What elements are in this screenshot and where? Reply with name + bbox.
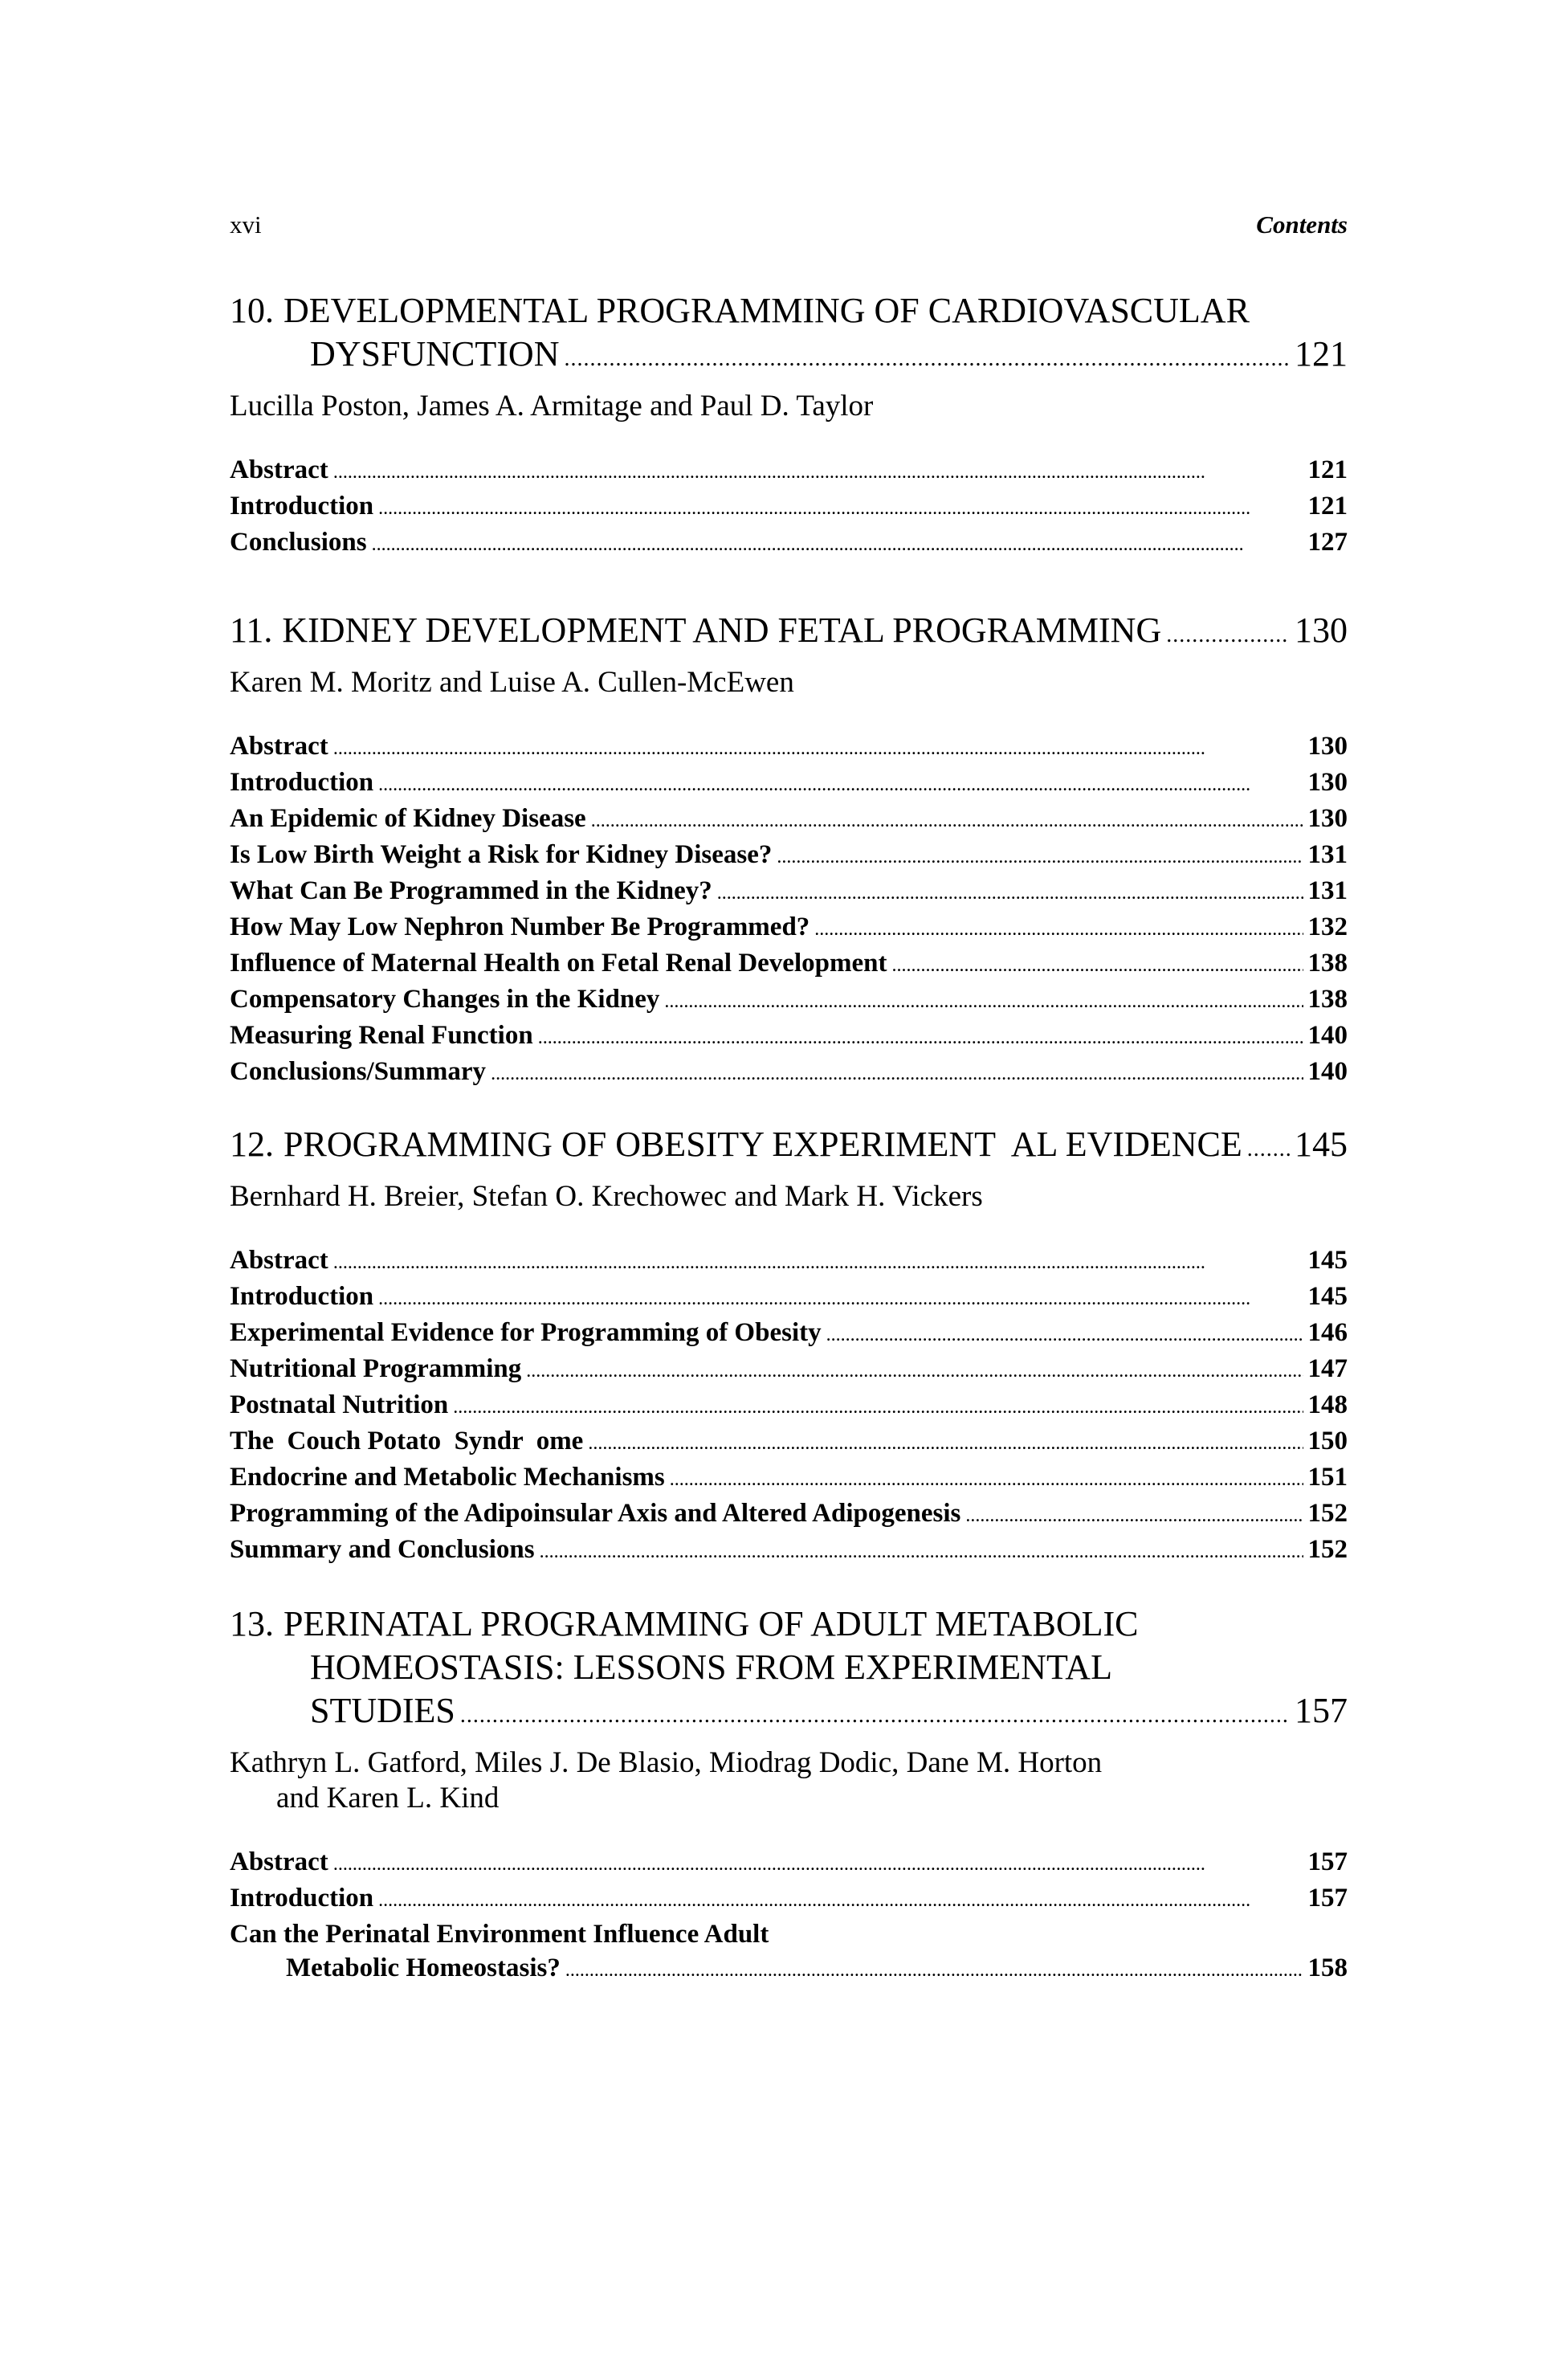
- leader-dots: [565, 1953, 1303, 1987]
- section-entry: [230, 1243, 1348, 1280]
- section-entry: [230, 1055, 1348, 1091]
- section-entry: [230, 802, 1348, 838]
- section-page: 152: [1307, 1535, 1348, 1564]
- section-page: 130: [1307, 732, 1348, 761]
- section-page: 152: [1307, 1499, 1348, 1528]
- leader-dots: [670, 1463, 1303, 1496]
- chapter-number: 10.: [230, 291, 274, 330]
- section-entry: [230, 1496, 1348, 1533]
- chapter-title-line: [230, 1646, 1348, 1689]
- section-entry: [230, 729, 1348, 765]
- section-title: Can the Perinatal Environment Influence Adult: [230, 1920, 769, 1949]
- chapter-title: PROGRAMMING OF OBESITY EXPERIMENT AL EVIDENCE: [283, 1125, 1242, 1164]
- section-page: 140: [1307, 1021, 1348, 1050]
- chapter-title: STUDIES: [310, 1691, 455, 1730]
- chapter-title-line: [230, 289, 1348, 333]
- section-entry: [230, 874, 1348, 910]
- chapter-title-line: [230, 609, 1348, 657]
- chapter-11: [230, 609, 1348, 1091]
- chapter-authors: [230, 1179, 1348, 1214]
- section-page: 140: [1307, 1057, 1348, 1086]
- section-title: Measuring Renal Function: [230, 1021, 533, 1050]
- chapter-12: [230, 1123, 1348, 1569]
- leader-dots: [372, 528, 1303, 561]
- chapter-title: HOMEOSTASIS: LESSONS FROM EXPERIMENTAL: [310, 1647, 1112, 1687]
- section-page: 151: [1307, 1463, 1348, 1492]
- section-page: 131: [1307, 840, 1348, 869]
- leader-dots: [564, 337, 1290, 381]
- section-title: Experimental Evidence for Programming of Obesity: [230, 1318, 822, 1347]
- chapter-title: KIDNEY DEVELOPMENT AND FETAL PROGRAMMING: [282, 610, 1162, 650]
- section-entry: [230, 838, 1348, 874]
- section-title: How May Low Nephron Number Be Programmed?: [230, 912, 810, 941]
- section-entry: [230, 1881, 1348, 1917]
- leader-dots: [333, 1847, 1303, 1881]
- section-page: 138: [1307, 949, 1348, 978]
- section-page: 127: [1307, 528, 1348, 557]
- chapter-title-line: [230, 333, 1348, 381]
- leader-dots: [965, 1499, 1303, 1533]
- leader-dots: [460, 1694, 1290, 1737]
- section-entry: [230, 1388, 1348, 1424]
- chapter-title-line: [230, 1123, 1348, 1171]
- section-page: 138: [1307, 985, 1348, 1014]
- leader-dots: [333, 732, 1303, 765]
- leader-dots: [491, 1057, 1303, 1091]
- section-entry: [230, 1951, 1348, 1987]
- leader-dots: [526, 1354, 1303, 1388]
- chapter-title-line: [230, 1689, 1348, 1737]
- section-entry: [230, 1019, 1348, 1055]
- section-title: Endocrine and Metabolic Mechanisms: [230, 1463, 665, 1492]
- author-line: Karen M. Moritz and Luise A. Cullen-McEwen: [230, 666, 794, 699]
- leader-dots: [1166, 614, 1290, 657]
- section-list: [230, 729, 1348, 1091]
- leader-dots: [333, 1246, 1303, 1280]
- section-page: 130: [1307, 804, 1348, 833]
- section-page: 147: [1307, 1354, 1348, 1383]
- author-line: and Karen L. Kind: [276, 1782, 500, 1815]
- page-number: xvi: [230, 210, 262, 239]
- chapter-authors: [230, 665, 1348, 700]
- section-page: 121: [1307, 455, 1348, 484]
- section-page: 157: [1307, 1884, 1348, 1913]
- chapter-title: DYSFUNCTION: [310, 334, 560, 374]
- section-title: Programming of the Adipoinsular Axis and Altered Adipogenesis: [230, 1499, 961, 1528]
- section-title: Abstract: [230, 732, 328, 761]
- chapter-13: [230, 1602, 1348, 1987]
- author-line: Kathryn L. Gatford, Miles J. De Blasio, Miodrag Dodic, Dane M. Horton: [230, 1746, 1103, 1779]
- leader-dots: [591, 804, 1303, 838]
- section-entry: [230, 1352, 1348, 1388]
- chapter-title: PERINATAL PROGRAMMING OF ADULT METABOLIC: [283, 1604, 1139, 1643]
- section-entry: [230, 1845, 1348, 1881]
- leader-dots: [333, 455, 1303, 489]
- section-title: Nutritional Programming: [230, 1354, 522, 1383]
- section-title: Postnatal Nutrition: [230, 1390, 449, 1419]
- section-list: [230, 1243, 1348, 1569]
- section-title: Metabolic Homeostasis?: [286, 1953, 561, 1982]
- section-entry: [230, 1460, 1348, 1496]
- leader-dots: [826, 1318, 1303, 1352]
- section-entry: [230, 525, 1348, 561]
- section-entry: [230, 1424, 1348, 1460]
- chapter-title-line: [230, 1602, 1348, 1646]
- running-title: Contents: [1256, 210, 1348, 239]
- chapter-page: 145: [1295, 1125, 1348, 1164]
- leader-dots: [378, 492, 1303, 525]
- leader-dots: [588, 1427, 1303, 1460]
- chapter-page: 121: [1295, 334, 1348, 374]
- section-title: Introduction: [230, 1282, 374, 1311]
- leader-dots: [717, 876, 1303, 910]
- section-title: Influence of Maternal Health on Fetal Renal Development: [230, 949, 887, 978]
- section-page: 146: [1307, 1318, 1348, 1347]
- section-page: 158: [1307, 1953, 1348, 1982]
- section-title: An Epidemic of Kidney Disease: [230, 804, 586, 833]
- section-entry: [230, 453, 1348, 489]
- section-entry: [230, 1917, 1348, 1951]
- section-title: Compensatory Changes in the Kidney: [230, 985, 660, 1014]
- section-title: Abstract: [230, 1847, 328, 1876]
- section-page: 131: [1307, 876, 1348, 905]
- section-page: 130: [1307, 768, 1348, 797]
- section-list: [230, 453, 1348, 561]
- section-page: 157: [1307, 1847, 1348, 1876]
- section-page: 148: [1307, 1390, 1348, 1419]
- section-page: 132: [1307, 912, 1348, 941]
- chapter-10: [230, 289, 1348, 561]
- section-title: Introduction: [230, 768, 374, 797]
- section-title: The Couch Potato Syndr ome: [230, 1427, 584, 1455]
- section-entry: [230, 489, 1348, 525]
- leader-dots: [538, 1021, 1303, 1055]
- leader-dots: [453, 1390, 1303, 1424]
- section-page: 121: [1307, 492, 1348, 520]
- leader-dots: [378, 1282, 1303, 1316]
- section-title: Is Low Birth Weight a Risk for Kidney Disease?: [230, 840, 773, 869]
- leader-dots: [891, 949, 1303, 982]
- chapter-number: 12.: [230, 1125, 274, 1164]
- chapter-authors: [230, 389, 1348, 424]
- section-title: Introduction: [230, 492, 374, 520]
- section-entry: [230, 946, 1348, 982]
- section-title: Conclusions/Summary: [230, 1057, 487, 1086]
- section-entry: [230, 1280, 1348, 1316]
- section-title: Abstract: [230, 1246, 328, 1275]
- chapter-number: 11.: [230, 610, 273, 650]
- section-entry: [230, 910, 1348, 946]
- running-header: [230, 210, 1348, 239]
- section-title: Introduction: [230, 1884, 374, 1913]
- section-title: Conclusions: [230, 528, 367, 557]
- chapter-number: 13.: [230, 1604, 274, 1643]
- section-entry: [230, 1533, 1348, 1569]
- section-entry: [230, 982, 1348, 1019]
- chapter-authors: [230, 1745, 1348, 1816]
- section-page: 150: [1307, 1427, 1348, 1455]
- leader-dots: [540, 1535, 1303, 1569]
- chapter-page: 130: [1295, 610, 1348, 650]
- section-list: [230, 1845, 1348, 1987]
- section-title: Summary and Conclusions: [230, 1535, 535, 1564]
- section-title: Abstract: [230, 455, 328, 484]
- leader-dots: [1247, 1128, 1290, 1171]
- section-page: 145: [1307, 1282, 1348, 1311]
- leader-dots: [814, 912, 1303, 946]
- author-line: Bernhard H. Breier, Stefan O. Krechowec and Mark H. Vickers: [230, 1180, 983, 1213]
- leader-dots: [378, 1884, 1303, 1917]
- chapter-page: 157: [1295, 1691, 1348, 1730]
- section-title: What Can Be Programmed in the Kidney?: [230, 876, 712, 905]
- leader-dots: [777, 840, 1303, 874]
- author-line: Lucilla Poston, James A. Armitage and Paul D. Taylor: [230, 390, 874, 423]
- section-entry: [230, 765, 1348, 802]
- section-entry: [230, 1316, 1348, 1352]
- leader-dots: [378, 768, 1303, 802]
- section-page: 145: [1307, 1246, 1348, 1275]
- chapter-title: DEVELOPMENTAL PROGRAMMING OF CARDIOVASCULAR: [283, 291, 1250, 330]
- leader-dots: [664, 985, 1303, 1019]
